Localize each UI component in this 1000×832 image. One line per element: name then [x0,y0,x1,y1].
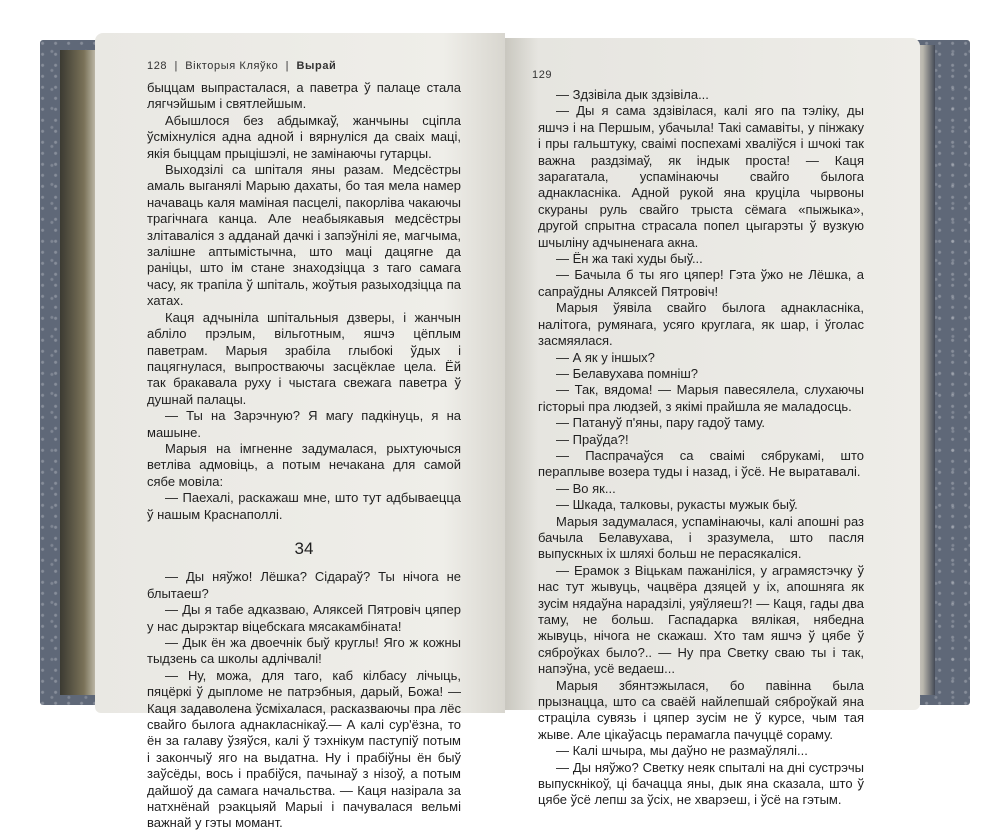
paragraph: Марыя збянтэжылася, бо павінна была прызнацца, што са сваёй найлепшай сяброўкай яна страціла сувязь і цяпер зусім не ў курсе, чым тая жыве. Але цікаўасць перамагла пачуццё сораму. [538,677,864,742]
paragraph: — Белавухава помніш? [556,365,698,381]
paragraph: — Праўда?! [556,431,629,447]
chapter-number: 34 [294,538,314,558]
paragraph: Марыя задумалася, успамінаючы, калі апошні раз бачыла Белавухава, і зразумела, што пасля выпускных іх шляхі больш не перасякаліся. [538,513,864,562]
paragraph: Абышлося без абдымкаў, жанчыны сціпла ўсміхнуліся адна адной і вярнуліся да сваіх маці, якія быццам прыцішэлі, не замінаючы гутарцы. [147,112,461,161]
paragraph: — Во як... [556,480,616,496]
paragraph: — Паехалі, раскажаш мне, што тут адбываецца ў нашым Краснаполлі. [147,490,461,522]
author-name: Вікторыя Кляўко [185,60,279,72]
paragraph: Каця адчыніла шпітальныя дзверы, і жанчын абліло прэлым, вільготным, яшчэ цёплым паветрам. Марыя зрабіла глыбокі ўдых і пацягнулася, выпростваючы засцёклае цела. Ёй так бракавала руху і чыстага свежага паветра ў душнай палацы. [147,309,461,407]
paragraph: Марыя на імгненне задумалася, рыхтуючыся ветліва адмовіць, а потым нечакана для самой сябе мовіла: [147,440,461,489]
paragraph: — Ну, можа, для таго, каб кілбасу лічыць, пяцёркі ў дыпломе не патрэбныя, дарый, Божа! — Каця задаволена ўсміхалася, расказваючы пра лёс свайго былога аднакласнікаў.— А калі сур'ёзна, то ён за галаву ўзяўся, калі ў тэхнікум паступіў потым і закончыў ягo на выдатна. Ну і прабіўны ён быў заўсёды, вось і прабіўся, пачынаў з нізоў, а потым дайшоў да самага начальства. — Каця назірала за натхнёнай рэакцыяй Марыі і пачувалася вельмі важнай у гэты момант. [147,667,461,831]
running-header: 128 | Вікторыя Кляўко | Вырай [147,60,337,72]
paragraphs-after-chapter [147,569,461,832]
paragraph: — Шкада, талковы, рукасты мужык быў. [556,497,798,513]
paragraph: — Ён жа такі худы быў... [556,251,703,267]
paragraph: — Калі шчыра, мы даўно не размаўлялі... [556,743,808,759]
paragraph: — Паспрачаўся са сваімі сябрукамі, што пераплыве возера туды і назад, і ўсё. Не выратавалі. [538,447,864,480]
paragraph: — Здзівіла дык здзівіла... [556,87,709,102]
paragraph: — Ды няўжо? Светку неяк спыталі на дні сустрэчы выпускнікоў, ці бачацца яны, дык яна сказала, што ў цябе ўсё лепш за ўсіх, не хварэеш, і ўсё на гэтым. [538,759,864,808]
right-page [505,38,920,808]
paragraph: — Так, вядома! — Марыя павесялела, слухаючы гісторыі пра людзей, з якімі прайшла яе маладосць. [538,382,864,414]
left-page-text [147,80,461,832]
paragraph: Марыя ўявіла свайго былога аднакласніка, налітога, румянага, усяго круглага, як шар, і ўголас засмяялася. [538,300,864,349]
paragraph: Выходзілі са шпіталя яны разам. Медсёстры амаль выганялі Марыю дахаты, бо тая мела намер начаваць каля маміная пасцелі, пакорліва чакаючы трагічнага канца. Але неабыякавыя медсёстры злітаваліся з адданай дачкі і запэўнілі яе, магчыма, залішне аптымістычна, што маці дацягне да раніцы, што ім стане знаходзіцца з таго самага часу, як трапіла ў шпіталь, жоўтыя разыходзіцца па хатах. [147,162,461,309]
paragraph: — Бачыла б ты ягo цяпер! Гэта ўжо не Лёшка, а сапраўдны Аляксей Пятровіч! [538,267,864,299]
left-page-edges [60,50,100,695]
paragraph: быццам выпрасталася, а паветра ў палацe стала лягчэйшым і святлейшым. [147,80,461,112]
paragraph: — Ды няўжо! Лёшка? Сідараў? Ты нічога не блытаеш? [147,569,461,601]
page-number: 128 [147,60,168,72]
paragraph: — Ты на Зарэчную? Я магу падкінуць, я на машыне. [147,408,461,440]
paragraph: — А як у іншых? [556,349,655,365]
paragraph: — Ды я сама здзівілася, калі ягo па тэліку, ды яшчэ і на Першым, убачыла! Такі самавіты, у пінжаку і пры гальштуку, сваімі поспехамі хваліўся і шчокі так важна раздзімаў, як індык проста! — Каця зарагатала, успамінаючы свайго былога аднакласніка. Адной рукой яна круціла чырвоны скураны руль свайго трыста сёмага «пыжыка», другой спрытна страсала попел цыгарэты ў вузкую шчыліну адчыненага акна. [538,103,864,250]
paragraph: — Патануў п'яны, пару гадоў таму. [556,415,766,431]
paragraph: — Ерамок з Віцькам пажаніліся, у аграмястэчку ў нас тут жывуць, чацвёра дзяцей у іх, апошняга як зусім нядаўна нарадзілі, уяўляеш?! — Каця, гады два таму, не больш. Гаспадарка вялікая, нябедна жывуць, нічога не скажаш. Хто там яшчэ ў цябе ў сяброўках было?.. — Ну пра Светку сваю ты і так, напэўна, усё ведаеш... [538,562,864,677]
page-number: 129 [532,69,553,81]
right-page-text [538,87,864,809]
left-page [95,33,505,831]
paragraph: — Ды я табе адказваю, Аляксей Пятровіч цяпер у нас дырэктар віцебскага мясакамбіната! [147,602,461,634]
paragraphs-before-chapter [147,80,461,523]
paragraph: — Дык ён жа двоечнік быў круглы! Ягo ж кожны тыдзень са школы адлічвалі! [147,635,461,667]
book-title: Вырай [296,60,337,72]
